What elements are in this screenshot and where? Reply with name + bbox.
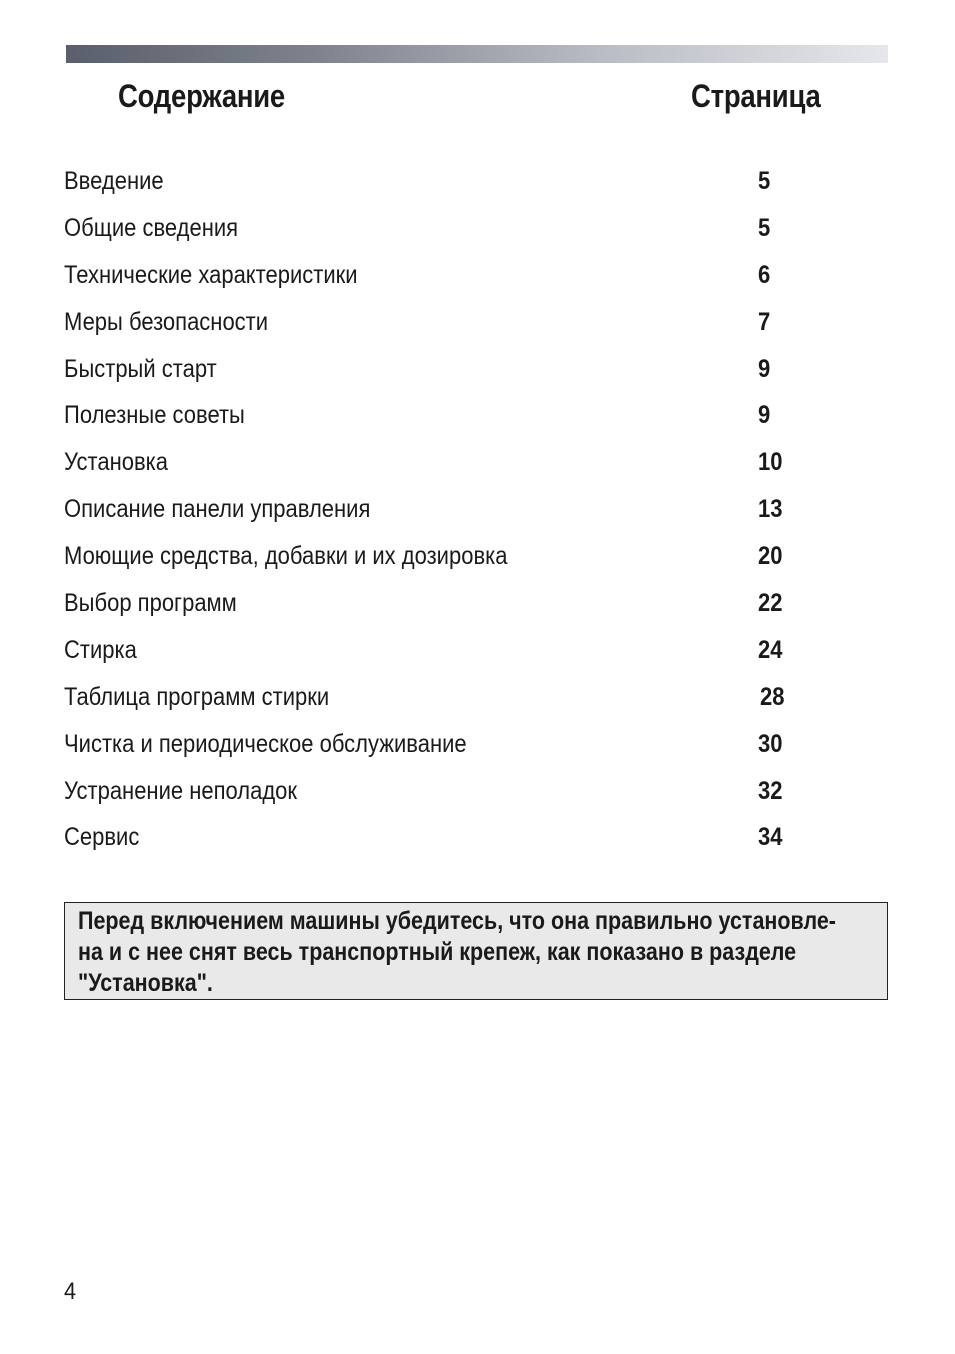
toc-entry-title: Моющие средства, добавки и их дозировка: [64, 542, 508, 571]
toc-entry-safety[interactable]: [64, 305, 824, 352]
toc-entry-troubleshooting[interactable]: [64, 774, 824, 821]
toc-entry-page: 10: [758, 448, 783, 477]
toc-entry-service[interactable]: [64, 820, 824, 867]
page-number: 4: [64, 1278, 77, 1305]
toc-entry-installation[interactable]: [64, 445, 824, 492]
toc-entry-page: 32: [758, 776, 783, 805]
toc-entry-maintenance[interactable]: [64, 727, 824, 774]
toc-entry-title: Таблица программ стирки: [64, 682, 330, 711]
warning-line: на и с нее снят весь транспортный крепеж, как показано в разделе: [78, 938, 797, 966]
toc-entry-page: 22: [758, 589, 783, 618]
toc-entry-title: Стирка: [64, 635, 137, 664]
toc-entry-title: Чистка и периодическое обслуживание: [64, 729, 467, 758]
toc-entry-page: 13: [758, 495, 783, 524]
toc-entry-detergents[interactable]: [64, 539, 824, 586]
toc-entry-washing[interactable]: [64, 633, 824, 680]
toc-entry-title: Сервис: [64, 823, 140, 852]
warning-line: "Установка".: [78, 969, 213, 997]
contents-heading: Содержание: [118, 78, 285, 114]
toc-entry-title: Установка: [64, 448, 168, 477]
toc-entry-page: 7: [758, 307, 771, 336]
toc-entry-title: Описание панели управления: [64, 495, 371, 524]
toc-entry-title: Меры безопасности: [64, 307, 269, 336]
table-of-contents: [64, 164, 824, 867]
toc-entry-general-info[interactable]: [64, 211, 824, 258]
warning-line: Перед включением машины убедитесь, что она правильно установле-: [78, 907, 836, 935]
installation-warning-text: [78, 906, 874, 999]
toc-entry-control-panel[interactable]: [64, 492, 824, 539]
page-column-heading: Страница: [691, 78, 821, 114]
toc-entry-page: 30: [758, 729, 783, 758]
toc-entry-quick-start[interactable]: [64, 352, 824, 399]
toc-entry-page: 9: [758, 354, 771, 383]
toc-entry-title: Общие сведения: [64, 213, 239, 242]
toc-entry-page: 28: [760, 682, 785, 711]
toc-entry-program-selection[interactable]: [64, 586, 824, 633]
toc-entry-title: Технические характеристики: [64, 260, 358, 289]
header-gradient-bar: [66, 45, 888, 63]
toc-entry-title: Устранение неполадок: [64, 776, 298, 805]
toc-entry-page: 6: [758, 260, 771, 289]
toc-entry-title: Быстрый старт: [64, 354, 217, 383]
toc-entry-page: 34: [758, 823, 783, 852]
toc-entry-specifications[interactable]: [64, 258, 824, 305]
toc-entry-program-table[interactable]: [64, 680, 824, 727]
toc-entry-title: Выбор программ: [64, 589, 237, 618]
toc-entry-introduction[interactable]: [64, 164, 824, 211]
toc-entry-useful-tips[interactable]: [64, 398, 824, 445]
installation-warning-box: [64, 902, 888, 1000]
toc-entry-page: 9: [758, 401, 771, 430]
toc-entry-title: Полезные советы: [64, 401, 245, 430]
toc-entry-title: Введение: [64, 167, 164, 195]
toc-entry-page: 20: [758, 542, 783, 571]
toc-entry-page: 5: [758, 213, 771, 242]
toc-entry-page: 24: [758, 635, 783, 664]
toc-entry-page: 5: [758, 167, 771, 195]
